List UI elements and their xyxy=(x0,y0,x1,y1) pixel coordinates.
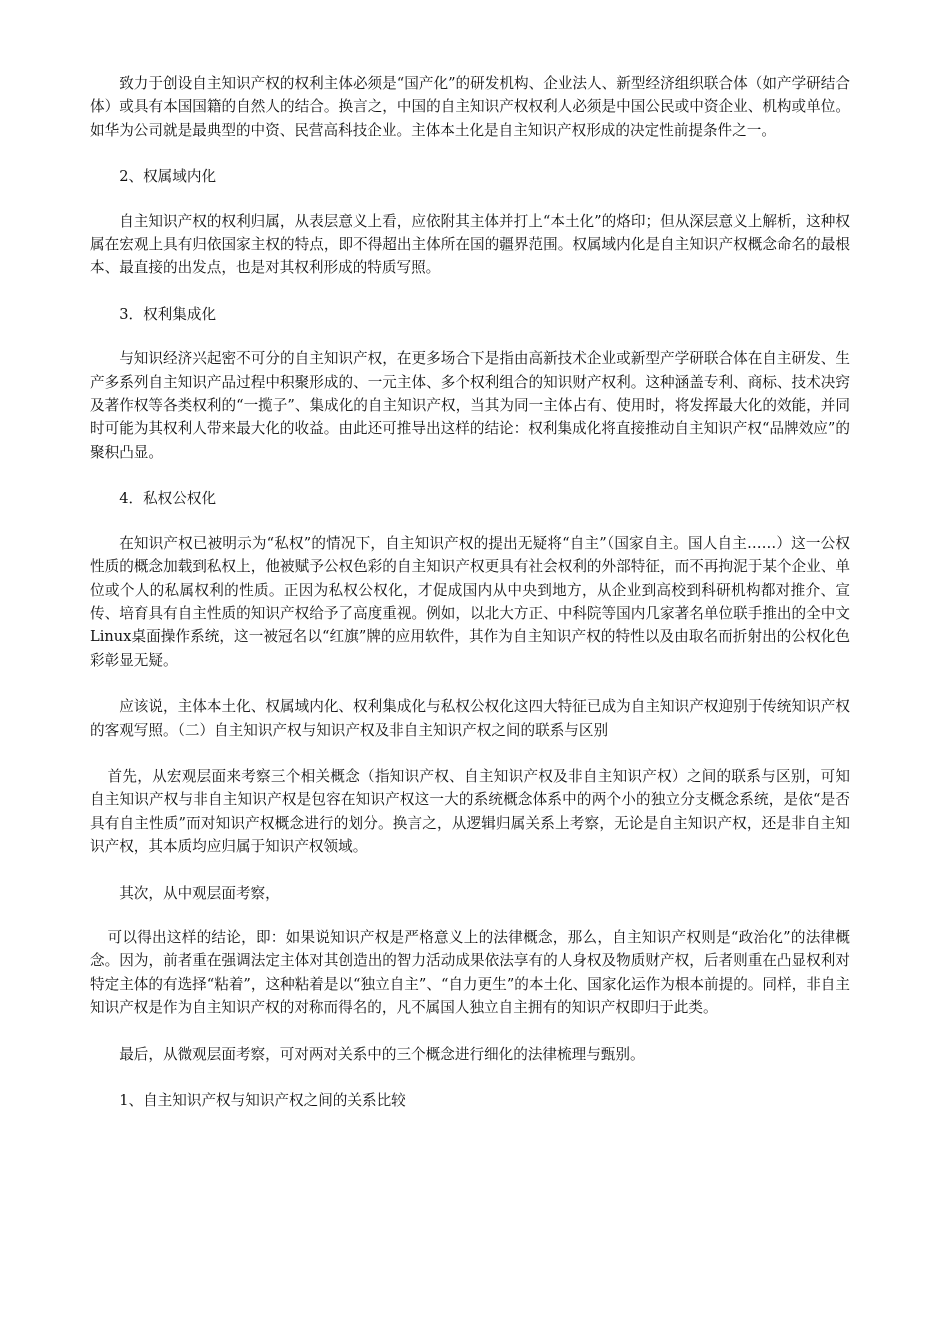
paragraph-micro-level: 最后，从微观层面考察，可对两对关系中的三个概念进行细化的法律梳理与甄别。 xyxy=(119,1045,645,1063)
document-body xyxy=(90,72,850,1133)
heading-private-to-public: 4．私权公权化 xyxy=(119,490,217,508)
paragraph-rights-integration: 与知识经济兴起密不可分的自主知识产权，在更多场合下是指由高新技术企业或新型产学研联合体在自主研发、生产多系列自主知识产品过程中积聚形成的、一元主体、多个权利组合的知识财产权利。这种涵盖专利、商标、技术决窍及著作权等各类权利的“一揽子”、集成化的自主知识产权，当其为同一主体占有、使用时，将发挥最大化的效能，并同时可能为其权利人带来最大化的收益。由此还可推导出这样的结论：权利集成化将直接推动自主知识产权“品牌效应”的聚积凸显。 xyxy=(90,350,850,461)
heading-relationship-comparison: 1、自主知识产权与知识产权之间的关系比较 xyxy=(119,1092,406,1109)
heading-rights-integration: 3．权利集成化 xyxy=(119,305,217,323)
paragraph-meso-level-intro: 其次，从中观层面考察， xyxy=(119,884,280,902)
paragraph-subject-localization: 致力于创设自主知识产权的权利主体必须是“国产化”的研发机构、企业法人、新型经济组织联合体（如产学研结合体）或具有本国国籍的自然人的结合。换言之，中国的自主知识产权权利人必须是中国公民或中资企业、机构或单位。如华为公司就是最典型的中资、民营高科技企业。主体本土化是自主知识产权形成的决定性前提条件之一。 xyxy=(90,75,850,139)
paragraph-ownership-domestication: 自主知识产权的权利归属，从表层意义上看，应依附其主体并打上“本土化”的烙印；但从深层意义上解析，这种权属在宏观上具有归依国家主权的特点，即不得超出主体所在国的疆界范围。权属域内化是自主知识产权概念命名的最根本、最直接的出发点，也是对其权利形成的特质写照。 xyxy=(90,212,850,277)
paragraph-meso-level-conclusion: 可以得出这样的结论，即：如果说知识产权是严格意义上的法律概念，那么，自主知识产权则是“政治化”的法律概念。因为，前者重在强调法定主体对其创造出的智力活动成果依法享有的人身权及物质财产权，后者则重在凸显权利对特定主体的有选择“粘着”，这种粘着是以“独立自主”、“自力更生”的本土化、国家化运作为根本前提的。同样，非自主知识产权是作为自主知识产权的对称而得名的，凡不属国人独立自主拥有的知识产权即归于此类。 xyxy=(90,928,850,1017)
paragraph-private-to-public: 在知识产权已被明示为“私权”的情况下，自主知识产权的提出无疑将“自主”（国家自主。国人自主……）这一公权性质的概念加载到私权上，他被赋予公权色彩的自主知识产权更具有社会权利的外部特征，而不再拘泥于某个企业、单位或个人的私属权利的性质。正因为私权公权化，才促成国内从中央到地方，从企业到高校到科研机构都对推介、宣传、培育具有自主性质的知识产权给予了高度重视。例如，以北大方正、中科院等国内几家著名单位联手推出的全中文Linux桌面操作系统，这一被冠名以“红旗”牌的应用软件，其作为自主知识产权的特性以及由取名而折射出的公权化色彩彰显无疑。 xyxy=(90,534,850,669)
paragraph-macro-level: 首先，从宏观层面来考察三个相关概念（指知识产权、自主知识产权及非自主知识产权）之间的联系与区别，可知自主知识产权与非自主知识产权是包容在知识产权这一大的系统概念体系中的两个小的独立分支概念系统，是依“是否具有自主性质”而对知识产权概念进行的划分。换言之，从逻辑归属关系上考察，无论是自主知识产权，还是非自主知识产权，其本质均应归属于知识产权领域。 xyxy=(90,767,850,856)
heading-ownership-domestication: 2、权属域内化 xyxy=(119,168,217,186)
paragraph-four-features-summary: 应该说，主体本土化、权属域内化、权利集成化与私权公权化这四大特征已成为自主知识产权迎别于传统知识产权的客观写照。（二）自主知识产权与知识产权及非自主知识产权之间的联系与区别 xyxy=(90,698,850,739)
